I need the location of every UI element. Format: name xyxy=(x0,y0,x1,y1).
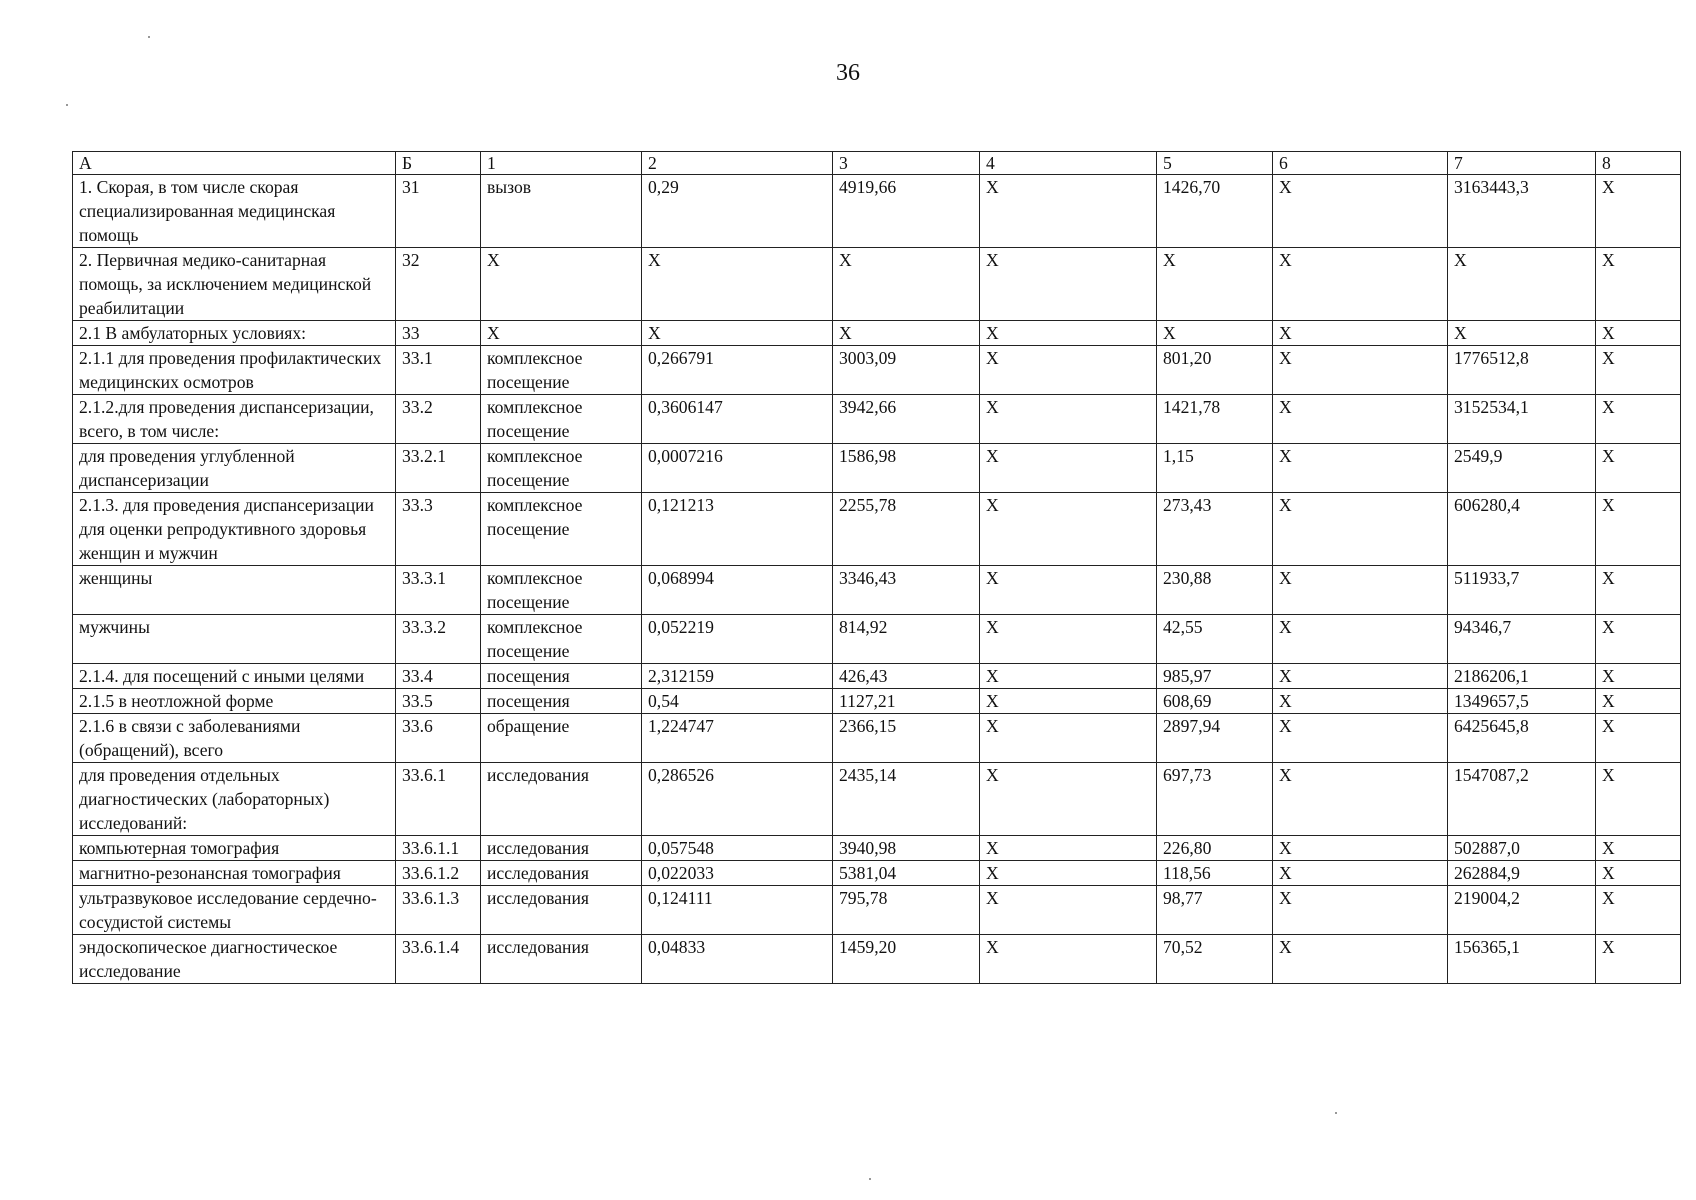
cell-col-3: 2366,15 xyxy=(833,714,980,763)
cell-col-2: 1,224747 xyxy=(642,714,833,763)
cell-unit: комплексное посещение xyxy=(481,566,642,615)
cell-row-code: 33.5 xyxy=(396,689,481,714)
scan-speck xyxy=(869,1178,871,1180)
cell-col-7: X xyxy=(1448,321,1596,346)
cell-unit: комплексное посещение xyxy=(481,395,642,444)
table-row xyxy=(73,664,1681,689)
cell-row-code: 33.3.1 xyxy=(396,566,481,615)
cell-unit: вызов xyxy=(481,175,642,248)
cell-col-3: 3942,66 xyxy=(833,395,980,444)
cell-col-8: X xyxy=(1596,395,1681,444)
cell-col-8: X xyxy=(1596,935,1681,984)
cell-col-4: X xyxy=(980,444,1157,493)
cell-col-7: 219004,2 xyxy=(1448,886,1596,935)
cell-col-6: X xyxy=(1273,861,1448,886)
cell-col-2: 0,286526 xyxy=(642,763,833,836)
table-row xyxy=(73,861,1681,886)
cell-service-name: 1. Скорая, в том числе скорая специализированная медицинская помощь xyxy=(73,175,396,248)
cell-col-5: 608,69 xyxy=(1157,689,1273,714)
cell-col-2: 0,266791 xyxy=(642,346,833,395)
cell-col-7: 2549,9 xyxy=(1448,444,1596,493)
cell-col-2: 0,121213 xyxy=(642,493,833,566)
cell-row-code: 33.2 xyxy=(396,395,481,444)
cell-col-2: X xyxy=(642,248,833,321)
header-cell-2: 2 xyxy=(642,152,833,175)
table-row xyxy=(73,395,1681,444)
table-row xyxy=(73,763,1681,836)
cell-service-name: 2.1.3. для проведения диспансеризации для оценки репродуктивного здоровья женщин и мужчин xyxy=(73,493,396,566)
cell-col-7: 2186206,1 xyxy=(1448,664,1596,689)
cell-unit: исследования xyxy=(481,886,642,935)
cell-service-name: 2.1.4. для посещений с иными целями xyxy=(73,664,396,689)
cell-col-7: 1349657,5 xyxy=(1448,689,1596,714)
cell-col-5: 226,80 xyxy=(1157,836,1273,861)
cell-col-5: 2897,94 xyxy=(1157,714,1273,763)
table-row xyxy=(73,566,1681,615)
cell-col-6: X xyxy=(1273,444,1448,493)
table-row xyxy=(73,836,1681,861)
cell-col-4: X xyxy=(980,248,1157,321)
cell-col-4: X xyxy=(980,689,1157,714)
cell-col-8: X xyxy=(1596,664,1681,689)
cell-col-6: X xyxy=(1273,493,1448,566)
cell-col-3: 426,43 xyxy=(833,664,980,689)
cell-col-6: X xyxy=(1273,836,1448,861)
cell-row-code: 33.6.1.3 xyxy=(396,886,481,935)
scan-speck xyxy=(148,36,150,38)
cell-col-3: 795,78 xyxy=(833,886,980,935)
header-cell-7: 7 xyxy=(1448,152,1596,175)
cell-col-3: 4919,66 xyxy=(833,175,980,248)
cell-service-name: для проведения отдельных диагностических (лабораторных) исследований: xyxy=(73,763,396,836)
cell-row-code: 33.6.1.4 xyxy=(396,935,481,984)
cell-unit: X xyxy=(481,321,642,346)
cell-service-name: магнитно-резонансная томография xyxy=(73,861,396,886)
cell-unit: исследования xyxy=(481,763,642,836)
cell-unit: комплексное посещение xyxy=(481,493,642,566)
cell-col-7: 502887,0 xyxy=(1448,836,1596,861)
cell-unit: посещения xyxy=(481,689,642,714)
cell-col-5: 801,20 xyxy=(1157,346,1273,395)
cell-col-2: 0,022033 xyxy=(642,861,833,886)
cell-unit: исследования xyxy=(481,935,642,984)
cell-service-name: 2. Первичная медико-санитарная помощь, за исключением медицинской реабилитации xyxy=(73,248,396,321)
table-row xyxy=(73,493,1681,566)
cell-col-5: 273,43 xyxy=(1157,493,1273,566)
table-row xyxy=(73,346,1681,395)
cell-row-code: 33 xyxy=(396,321,481,346)
cell-col-2: 0,057548 xyxy=(642,836,833,861)
table-header-row xyxy=(73,152,1681,175)
cell-service-name: 2.1.5 в неотложной форме xyxy=(73,689,396,714)
cell-col-3: 814,92 xyxy=(833,615,980,664)
cell-col-5: 697,73 xyxy=(1157,763,1273,836)
table-row xyxy=(73,444,1681,493)
cell-row-code: 33.6.1.2 xyxy=(396,861,481,886)
cell-col-8: X xyxy=(1596,836,1681,861)
cell-row-code: 33.2.1 xyxy=(396,444,481,493)
scan-speck xyxy=(1335,1112,1337,1114)
cell-col-6: X xyxy=(1273,346,1448,395)
cell-col-8: X xyxy=(1596,175,1681,248)
cell-service-name: ультразвуковое исследование сердечно-сосудистой системы xyxy=(73,886,396,935)
cell-col-3: 1459,20 xyxy=(833,935,980,984)
cell-row-code: 33.6.1.1 xyxy=(396,836,481,861)
cell-col-7: 94346,7 xyxy=(1448,615,1596,664)
table-row xyxy=(73,714,1681,763)
cell-row-code: 33.6 xyxy=(396,714,481,763)
cell-col-2: 0,068994 xyxy=(642,566,833,615)
cell-col-2: 0,29 xyxy=(642,175,833,248)
scan-speck xyxy=(66,104,68,106)
cell-col-2: 0,04833 xyxy=(642,935,833,984)
cell-unit: посещения xyxy=(481,664,642,689)
cell-col-4: X xyxy=(980,763,1157,836)
cell-col-8: X xyxy=(1596,861,1681,886)
cell-unit: исследования xyxy=(481,861,642,886)
table-body xyxy=(73,152,1681,984)
cell-col-8: X xyxy=(1596,689,1681,714)
cell-col-3: 3346,43 xyxy=(833,566,980,615)
cell-col-2: X xyxy=(642,321,833,346)
cell-col-4: X xyxy=(980,714,1157,763)
table-row xyxy=(73,248,1681,321)
cell-col-3: X xyxy=(833,321,980,346)
cell-col-4: X xyxy=(980,664,1157,689)
table-row xyxy=(73,886,1681,935)
cell-col-6: X xyxy=(1273,886,1448,935)
cell-service-name: компьютерная томография xyxy=(73,836,396,861)
header-cell-8: 8 xyxy=(1596,152,1681,175)
cell-col-4: X xyxy=(980,615,1157,664)
cell-row-code: 33.3.2 xyxy=(396,615,481,664)
cell-col-7: X xyxy=(1448,248,1596,321)
cell-col-6: X xyxy=(1273,615,1448,664)
cell-col-7: 262884,9 xyxy=(1448,861,1596,886)
cell-col-5: X xyxy=(1157,321,1273,346)
cell-col-4: X xyxy=(980,886,1157,935)
cell-unit: комплексное посещение xyxy=(481,346,642,395)
cell-row-code: 33.1 xyxy=(396,346,481,395)
cell-col-2: 0,124111 xyxy=(642,886,833,935)
cell-row-code: 32 xyxy=(396,248,481,321)
cell-col-4: X xyxy=(980,566,1157,615)
cell-col-3: 3940,98 xyxy=(833,836,980,861)
header-cell-5: 5 xyxy=(1157,152,1273,175)
cell-service-name: мужчины xyxy=(73,615,396,664)
cell-col-3: 1127,21 xyxy=(833,689,980,714)
cell-col-5: 1426,70 xyxy=(1157,175,1273,248)
cell-unit: исследования xyxy=(481,836,642,861)
table-row xyxy=(73,935,1681,984)
header-cell-4: 4 xyxy=(980,152,1157,175)
cell-col-5: 98,77 xyxy=(1157,886,1273,935)
cell-row-code: 33.6.1 xyxy=(396,763,481,836)
cell-col-6: X xyxy=(1273,175,1448,248)
cell-col-2: 0,54 xyxy=(642,689,833,714)
table-row xyxy=(73,321,1681,346)
cell-col-8: X xyxy=(1596,886,1681,935)
cell-col-5: X xyxy=(1157,248,1273,321)
header-cell-b: Б xyxy=(396,152,481,175)
cell-col-3: X xyxy=(833,248,980,321)
cell-col-7: 3163443,3 xyxy=(1448,175,1596,248)
header-cell-a: А xyxy=(73,152,396,175)
cell-col-6: X xyxy=(1273,321,1448,346)
cell-col-7: 156365,1 xyxy=(1448,935,1596,984)
cell-col-7: 1547087,2 xyxy=(1448,763,1596,836)
cell-col-6: X xyxy=(1273,689,1448,714)
cell-col-2: 2,312159 xyxy=(642,664,833,689)
cell-col-5: 118,56 xyxy=(1157,861,1273,886)
cell-col-5: 1,15 xyxy=(1157,444,1273,493)
cell-col-7: 3152534,1 xyxy=(1448,395,1596,444)
table-row xyxy=(73,689,1681,714)
table-row xyxy=(73,615,1681,664)
cell-service-name: 2.1.6 в связи с заболеваниями (обращений), всего xyxy=(73,714,396,763)
page-number: 36 xyxy=(836,60,860,86)
cell-col-4: X xyxy=(980,346,1157,395)
cell-col-4: X xyxy=(980,493,1157,566)
cell-col-4: X xyxy=(980,836,1157,861)
cell-col-4: X xyxy=(980,321,1157,346)
cell-col-6: X xyxy=(1273,395,1448,444)
cell-unit: X xyxy=(481,248,642,321)
cell-col-6: X xyxy=(1273,566,1448,615)
cell-col-7: 6425645,8 xyxy=(1448,714,1596,763)
cell-col-5: 1421,78 xyxy=(1157,395,1273,444)
cell-col-3: 2435,14 xyxy=(833,763,980,836)
cell-col-5: 985,97 xyxy=(1157,664,1273,689)
cell-service-name: эндоскопическое диагностическое исследование xyxy=(73,935,396,984)
cell-col-3: 2255,78 xyxy=(833,493,980,566)
cell-col-3: 3003,09 xyxy=(833,346,980,395)
cell-col-6: X xyxy=(1273,763,1448,836)
cell-col-4: X xyxy=(980,175,1157,248)
cell-col-4: X xyxy=(980,395,1157,444)
cell-col-8: X xyxy=(1596,714,1681,763)
header-cell-3: 3 xyxy=(833,152,980,175)
cell-col-4: X xyxy=(980,861,1157,886)
cell-col-5: 230,88 xyxy=(1157,566,1273,615)
cell-row-code: 31 xyxy=(396,175,481,248)
cell-col-8: X xyxy=(1596,763,1681,836)
cell-col-5: 70,52 xyxy=(1157,935,1273,984)
cell-col-6: X xyxy=(1273,664,1448,689)
header-cell-6: 6 xyxy=(1273,152,1448,175)
cell-col-3: 5381,04 xyxy=(833,861,980,886)
cell-col-7: 511933,7 xyxy=(1448,566,1596,615)
cell-col-8: X xyxy=(1596,493,1681,566)
cell-col-2: 0,052219 xyxy=(642,615,833,664)
header-cell-1: 1 xyxy=(481,152,642,175)
cell-col-6: X xyxy=(1273,935,1448,984)
cell-service-name: 2.1 В амбулаторных условиях: xyxy=(73,321,396,346)
cell-col-8: X xyxy=(1596,346,1681,395)
cell-unit: комплексное посещение xyxy=(481,444,642,493)
cell-col-3: 1586,98 xyxy=(833,444,980,493)
cell-row-code: 33.4 xyxy=(396,664,481,689)
cell-service-name: 2.1.2.для проведения диспансеризации, всего, в том числе: xyxy=(73,395,396,444)
cell-unit: обращение xyxy=(481,714,642,763)
cell-col-8: X xyxy=(1596,444,1681,493)
cell-service-name: для проведения углубленной диспансеризации xyxy=(73,444,396,493)
cell-col-5: 42,55 xyxy=(1157,615,1273,664)
cell-col-7: 1776512,8 xyxy=(1448,346,1596,395)
cell-col-4: X xyxy=(980,935,1157,984)
cell-col-6: X xyxy=(1273,248,1448,321)
cell-unit: комплексное посещение xyxy=(481,615,642,664)
tariff-table xyxy=(72,151,1681,984)
cell-service-name: 2.1.1 для проведения профилактических медицинских осмотров xyxy=(73,346,396,395)
cell-col-2: 0,3606147 xyxy=(642,395,833,444)
cell-col-2: 0,0007216 xyxy=(642,444,833,493)
table-row xyxy=(73,175,1681,248)
cell-row-code: 33.3 xyxy=(396,493,481,566)
cell-col-8: X xyxy=(1596,321,1681,346)
cell-service-name: женщины xyxy=(73,566,396,615)
cell-col-8: X xyxy=(1596,615,1681,664)
cell-col-6: X xyxy=(1273,714,1448,763)
cell-col-8: X xyxy=(1596,248,1681,321)
cell-col-7: 606280,4 xyxy=(1448,493,1596,566)
cell-col-8: X xyxy=(1596,566,1681,615)
